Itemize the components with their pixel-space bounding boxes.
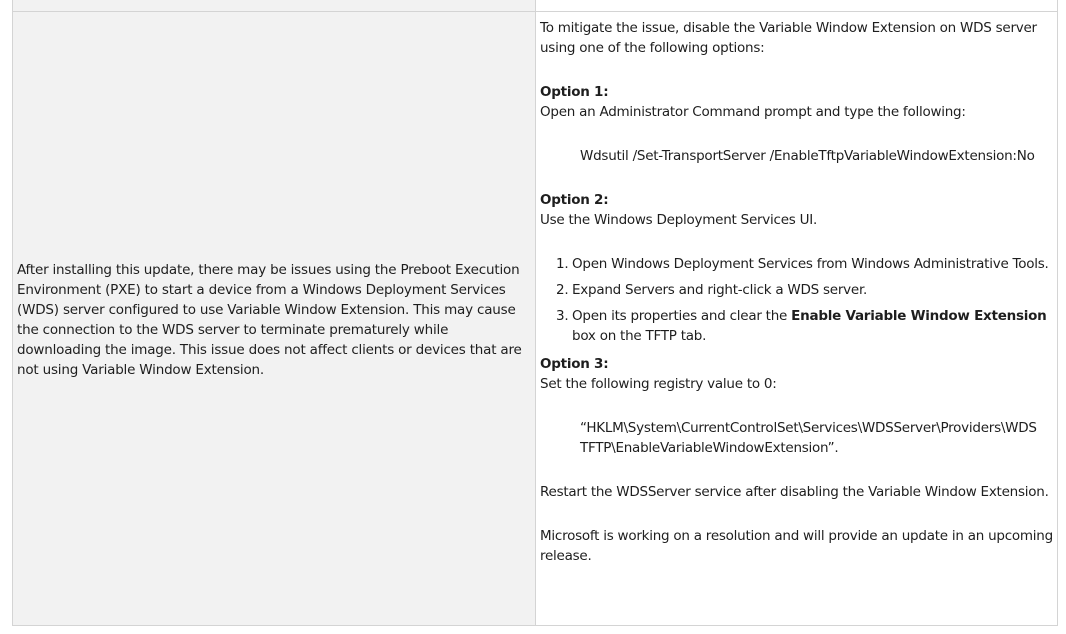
option-2-steps bbox=[540, 254, 1057, 346]
list-item: 3. Open its properties and clear the Enable Variable Window Extension box on the TFTP tab. bbox=[556, 308, 1047, 344]
option-2-heading: Option 2: bbox=[540, 192, 609, 208]
option-3-heading: Option 3: bbox=[540, 356, 609, 372]
list-item: 1. Open Windows Deployment Services from Windows Administrative Tools. bbox=[556, 256, 1049, 272]
symptom-cell bbox=[13, 12, 535, 625]
option-2-text: Use the Windows Deployment Services UI. bbox=[540, 212, 817, 228]
symptom-description: After installing this update, there may be issues using the Preboot Execution Environment (PXE) to start a device from a Windows Deployment Services (WDS) server configured to use Variable Window Extension. This may cause the connection to the WDS server to terminate prematurely while downloading the image. This issue does not affect clients or devices that are not using Variable Window Extension. bbox=[17, 262, 522, 378]
header-left-cell bbox=[13, 0, 535, 11]
option-1-text: Open an Administrator Command prompt and type the following: bbox=[540, 104, 966, 120]
workaround-intro: To mitigate the issue, disable the Variable Window Extension on WDS server using one of the following options: bbox=[540, 20, 1037, 56]
list-item: 2. Expand Servers and right-click a WDS server. bbox=[556, 282, 868, 298]
workaround-cell bbox=[536, 12, 1057, 625]
option-1-command: Wdsutil /Set-TransportServer /EnableTftpVariableWindowExtension:No bbox=[580, 148, 1035, 164]
restart-note: Restart the WDSServer service after disabling the Variable Window Extension. bbox=[540, 484, 1049, 500]
setting-name: Enable Variable Window Extension bbox=[791, 308, 1047, 324]
option-3-text: Set the following registry value to 0: bbox=[540, 376, 777, 392]
registry-path: “HKLM\System\CurrentControlSet\Services\WDSServer\Providers\WDS TFTP\EnableVariableWindowExtension”. bbox=[580, 420, 1037, 456]
known-issue-table bbox=[12, 0, 1058, 626]
resolution-note: Microsoft is working on a resolution and will provide an update in an upcoming release. bbox=[540, 528, 1053, 564]
option-1-heading: Option 1: bbox=[540, 84, 609, 100]
